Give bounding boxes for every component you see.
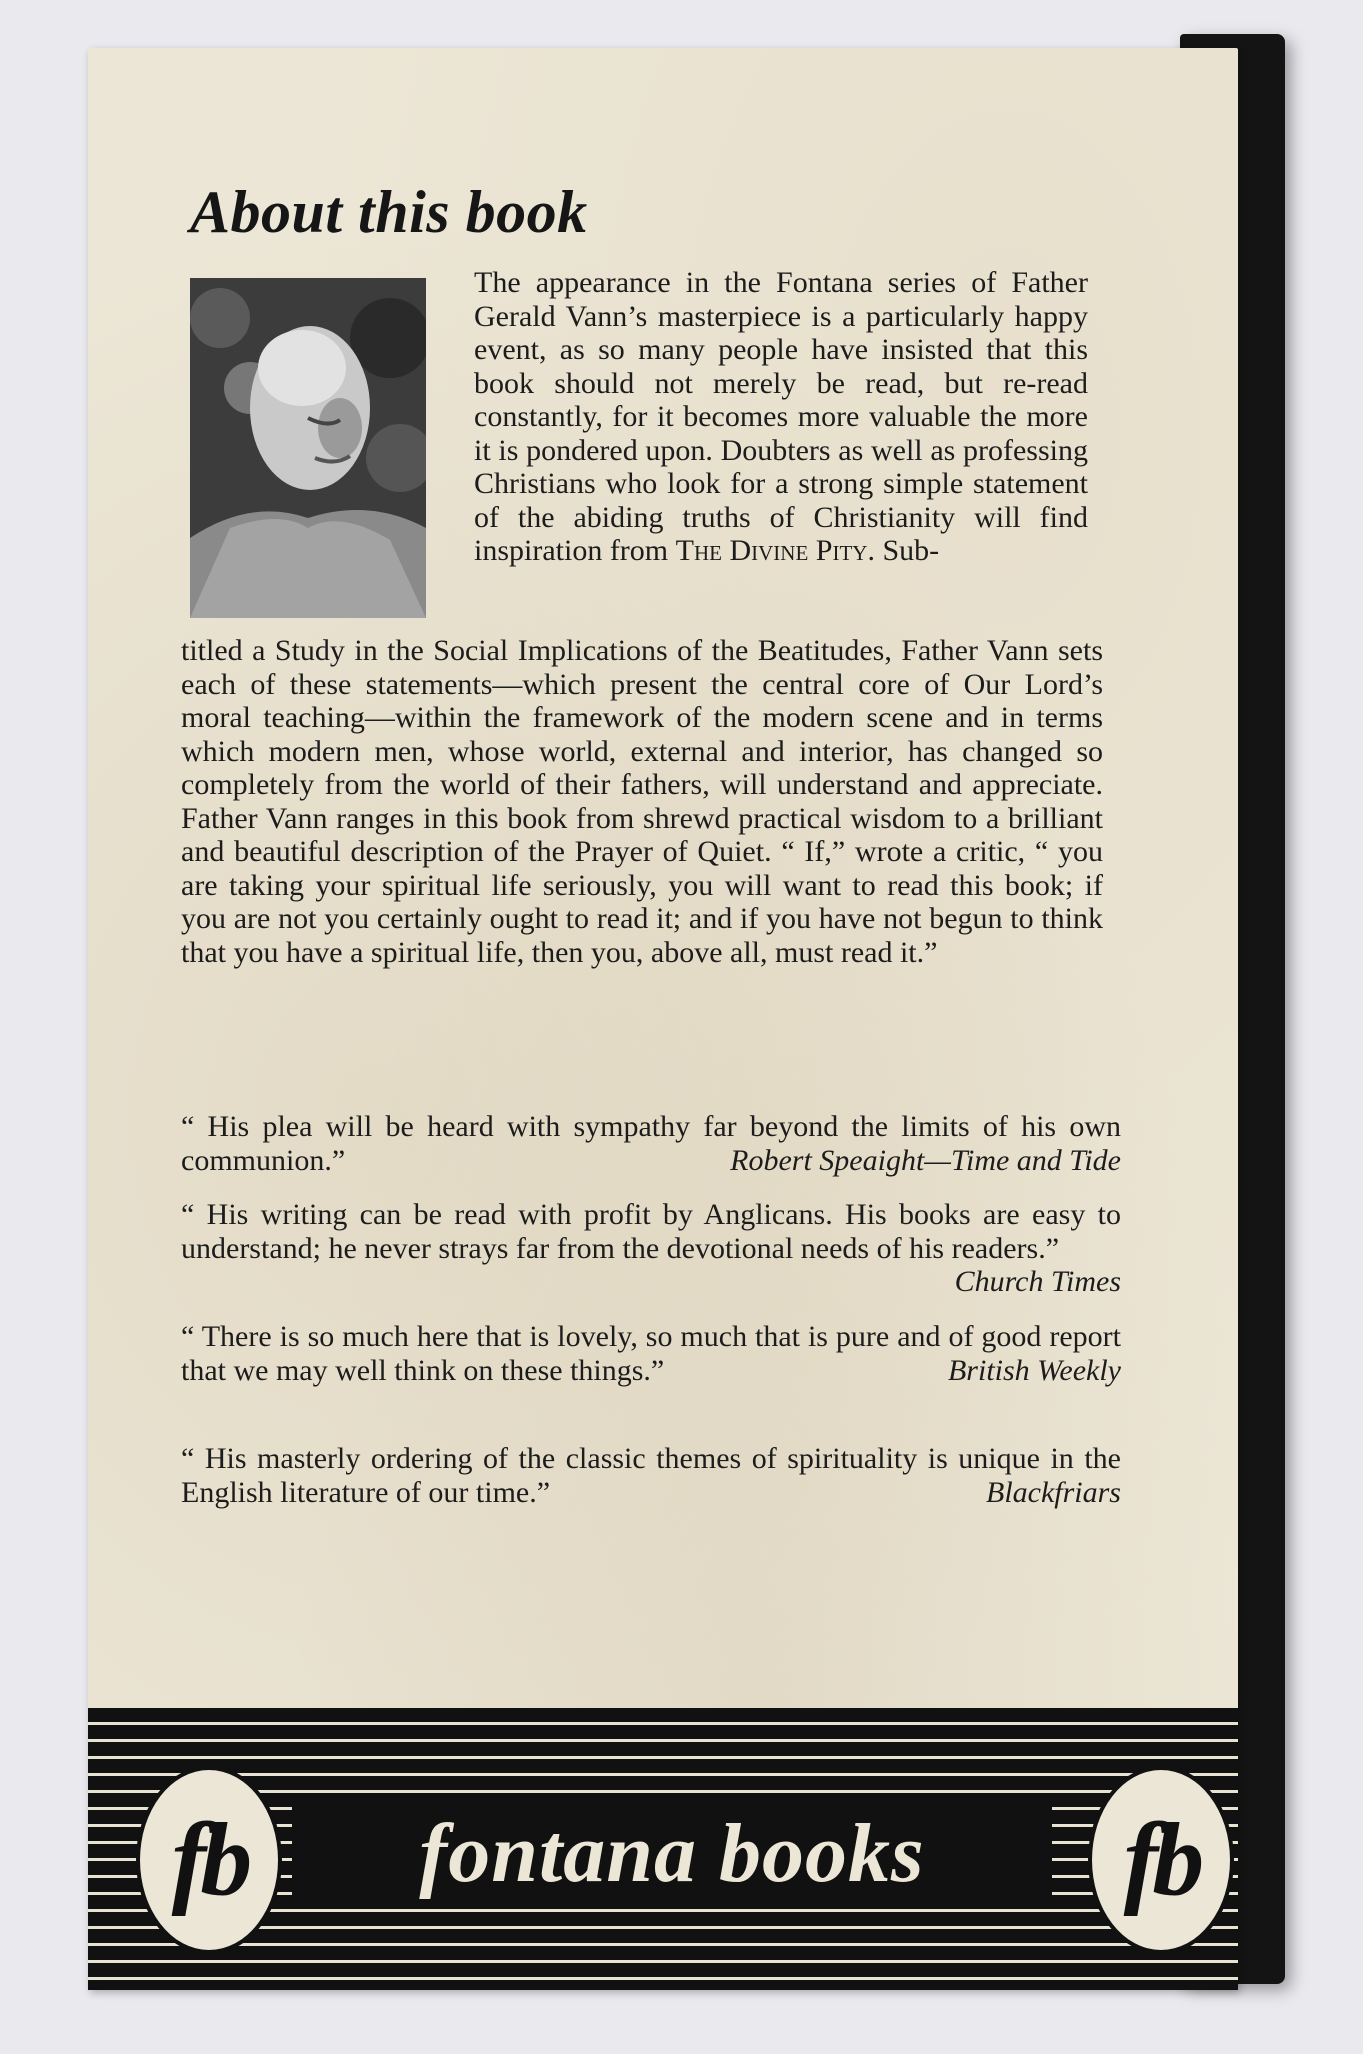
quote-text: “ His masterly ordering of the classic themes of spirituality is unique in the English literature of our time.” bbox=[181, 1442, 1121, 1509]
publisher-logo-left bbox=[136, 1766, 282, 1954]
review-quote bbox=[181, 1320, 1121, 1387]
intro-tail: . Sub- bbox=[867, 534, 940, 567]
book-title-reference: The Divine Pity bbox=[675, 534, 868, 567]
logo-monogram: fb bbox=[171, 1802, 247, 1917]
intro-text: The appearance in the Fontana series of Father Gerald Vann’s masterpiece is a particularly happy event, as so many people have insisted that this book should not merely be read, but re-read constantly, for it becomes more valuable the more it is pondered upon. Doubters as well as professing Christians who look for a strong simple statement of the abiding truths of Christianity will find inspiration from bbox=[474, 266, 1088, 567]
quote-source: Church Times bbox=[954, 1265, 1121, 1298]
quote-source: Blackfriars bbox=[986, 1475, 1121, 1509]
quote-source: British Weekly bbox=[947, 1353, 1121, 1387]
publisher-wordmark: fontana books bbox=[419, 1807, 925, 1900]
quote-text: “ His writing can be read with profit by Anglicans. His books are easy to understand; he never strays far from the devotional needs of his readers.” bbox=[181, 1198, 1121, 1265]
logo-monogram: fb bbox=[1123, 1802, 1199, 1917]
quote-text: “ His plea will be heard with sympathy far beyond the limits of his own communion.” bbox=[181, 1110, 1121, 1177]
review-quote bbox=[181, 1442, 1121, 1509]
publisher-logo-right bbox=[1088, 1766, 1234, 1954]
review-quote bbox=[181, 1198, 1121, 1299]
description-paragraph: titled a Study in the Social Implications of the Beatitudes, Father Vann sets each of these statements—which present the central core of Our Lord’s moral teaching—within the framework of the modern scene and in terms which modern men, whose world, external and interior, has changed so completely from the world of their fathers, will understand and appreciate. Father Vann ranges in this book from shrewd practical wisdom to a brilliant and beautiful description of the Prayer of Quiet. “ If,” wrote a critic, “ you are taking your spiritual life seriously, you will want to read this book; if you are not you certainly ought to read it; and if you have not begun to think that you have a spiritual life, then you, above all, must read it.” bbox=[181, 634, 1103, 969]
intro-paragraph bbox=[474, 266, 1088, 568]
author-portrait-image bbox=[190, 278, 426, 618]
review-quote bbox=[181, 1110, 1121, 1177]
quote-source: Robert Speaight—Time and Tide bbox=[730, 1143, 1121, 1177]
author-portrait bbox=[190, 278, 426, 618]
section-heading: About this book bbox=[190, 179, 588, 245]
quote-text: “ There is so much here that is lovely, so much that is pure and of good report that we may well think on these things.” bbox=[181, 1320, 1121, 1387]
